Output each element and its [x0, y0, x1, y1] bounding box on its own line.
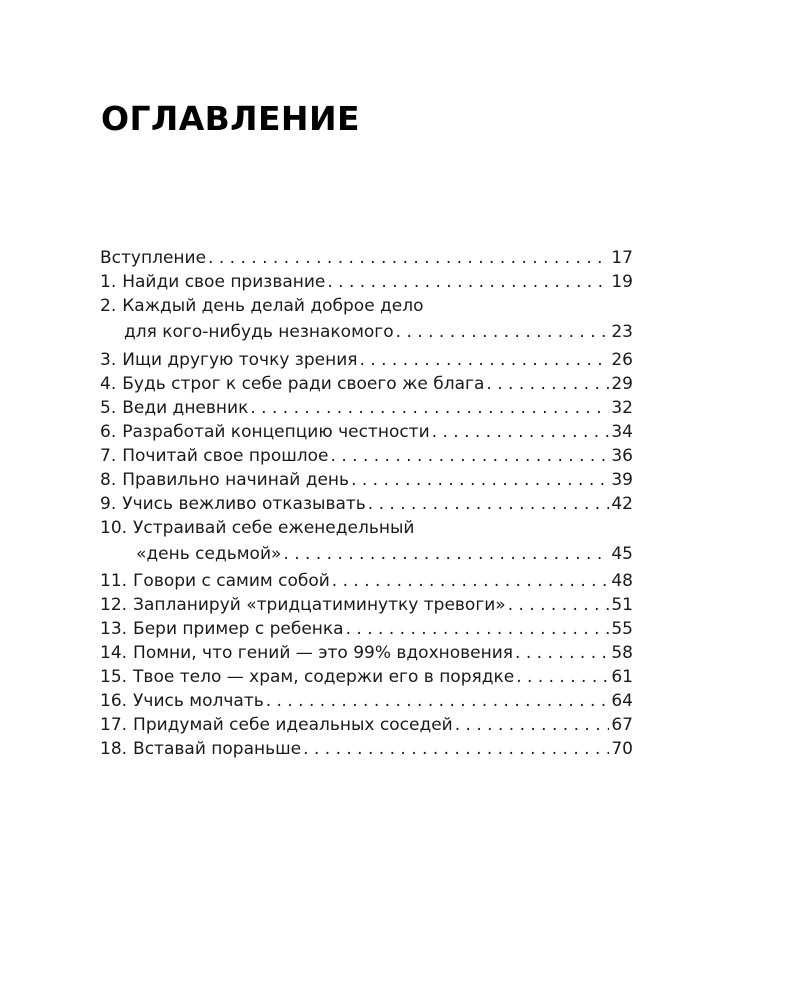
- toc-line: [100, 444, 633, 468]
- toc-entry-title: Придумай себе идеальных соседей: [133, 715, 453, 735]
- toc-line: [100, 492, 633, 516]
- toc-entry: [100, 372, 633, 396]
- toc-entry: [100, 492, 633, 516]
- toc-entry-number: 12.: [100, 595, 128, 615]
- toc-page-number: 42: [611, 493, 633, 514]
- toc-line: [100, 372, 633, 396]
- toc-entry: [100, 348, 633, 372]
- toc-entry: [100, 246, 633, 270]
- toc-entry: [100, 713, 633, 737]
- toc-dot-leader: [208, 246, 609, 270]
- toc-line: [100, 617, 633, 641]
- toc-entry-number: 7.: [100, 445, 117, 466]
- toc-dot-leader: [327, 270, 609, 294]
- toc-entry-title: Говори с самим собой: [133, 571, 330, 591]
- toc-entry: [100, 396, 633, 420]
- toc-dot-leader: [508, 593, 610, 617]
- toc-dot-leader: [351, 468, 609, 492]
- toc-line: [100, 294, 633, 318]
- toc-entry-number: 18.: [100, 739, 128, 759]
- toc-page-number: 32: [611, 397, 633, 418]
- toc-line: [100, 516, 633, 540]
- toc-line: [100, 593, 633, 617]
- toc-entry: [100, 294, 633, 348]
- toc-entry-title: Устраивай себе еженедельный: [133, 517, 415, 538]
- toc-dot-leader: [250, 396, 609, 420]
- toc-dot-leader: [396, 318, 610, 348]
- toc-entry-number: 4.: [100, 373, 117, 394]
- toc-page-number: 64: [611, 691, 633, 711]
- toc-entry-title: Учись молчать: [133, 691, 264, 711]
- toc-entry-number: 2.: [100, 296, 117, 316]
- toc-page-number: 29: [611, 373, 633, 394]
- toc-entry-title: Правильно начинай день: [122, 469, 350, 490]
- toc-dot-leader: [360, 348, 610, 372]
- toc-entry-title: «день седьмой»: [136, 543, 282, 564]
- toc-entry-title: Вставай пораньше: [133, 739, 302, 759]
- toc-page-number: 39: [611, 469, 633, 490]
- toc-page-number: 36: [611, 445, 633, 466]
- toc-entry: [100, 665, 633, 689]
- toc-line: [100, 348, 633, 372]
- toc-page-number: 48: [611, 571, 633, 591]
- toc-entry-title: Запланируй «тридцатиминутку тревоги»: [133, 595, 506, 615]
- toc-line: [100, 665, 633, 689]
- toc-dot-leader: [515, 641, 609, 665]
- toc-entry-title: Вступление: [100, 248, 207, 268]
- toc-entry-number: 10.: [100, 517, 128, 538]
- toc-page-number: 70: [611, 739, 633, 759]
- toc-entry-number: 13.: [100, 619, 128, 639]
- toc-line: [100, 540, 633, 570]
- toc-entry: [100, 420, 633, 444]
- toc-entry: [100, 516, 633, 570]
- toc-entry-title: Твое тело — храм, содержи его в порядке: [133, 667, 515, 687]
- toc-line: [100, 270, 633, 294]
- toc-entry: [100, 617, 633, 641]
- toc-entry-title: Почитай свое прошлое: [122, 445, 329, 466]
- toc-page-number: 58: [611, 643, 633, 663]
- toc-dot-leader: [332, 569, 610, 593]
- toc-line: [100, 641, 633, 665]
- toc-entry-number: 16.: [100, 691, 128, 711]
- toc-line: [100, 713, 633, 737]
- toc-dot-leader: [283, 540, 609, 570]
- toc-line: [100, 689, 633, 713]
- toc-entry-number: 14.: [100, 643, 128, 663]
- toc-entry-title: Учись вежливо отказывать: [122, 493, 366, 514]
- toc-entry: [100, 641, 633, 665]
- toc-entry-title: Найди свое призвание: [122, 272, 326, 292]
- toc-page-number: 61: [611, 667, 633, 687]
- table-of-contents: [100, 246, 633, 761]
- toc-entry-title: Веди дневник: [122, 397, 249, 418]
- toc-dot-leader: [486, 372, 609, 396]
- toc-line: [100, 246, 633, 270]
- toc-page-number: 17: [611, 248, 633, 268]
- toc-entry-number: 17.: [100, 715, 128, 735]
- toc-entry-number: 15.: [100, 667, 128, 687]
- toc-entry: [100, 468, 633, 492]
- toc-entry-title: для кого-нибудь незнакомого: [124, 322, 394, 342]
- toc-line: [100, 396, 633, 420]
- toc-entry-number: 1.: [100, 272, 117, 292]
- page-title: ОГЛАВЛЕНИЕ: [101, 99, 360, 138]
- toc-page-number: 19: [611, 272, 633, 292]
- toc-entry-title: Помни, что гений — это 99% вдохновения: [133, 643, 514, 663]
- toc-entry: [100, 593, 633, 617]
- toc-entry-number: 11.: [100, 571, 128, 591]
- toc-dot-leader: [266, 689, 610, 713]
- toc-page-number: 45: [611, 543, 633, 564]
- toc-page-number: 34: [611, 421, 633, 442]
- toc-entry-number: 9.: [100, 493, 117, 514]
- toc-entry-title: Ищи другую точку зрения: [122, 349, 358, 370]
- toc-page-number: 67: [611, 715, 633, 735]
- toc-entry: [100, 737, 633, 761]
- toc-entry-title: Бери пример с ребенка: [133, 619, 344, 639]
- toc-page-number: 26: [611, 349, 633, 370]
- toc-entry: [100, 444, 633, 468]
- toc-dot-leader: [368, 492, 610, 516]
- toc-dot-leader: [432, 420, 610, 444]
- toc-entry-title: Будь строг к себе ради своего же блага: [122, 373, 485, 394]
- toc-line: [100, 468, 633, 492]
- toc-page-number: 55: [611, 619, 633, 639]
- toc-line: [100, 318, 633, 348]
- toc-page-number: 23: [611, 322, 633, 342]
- toc-entry-number: 6.: [100, 421, 117, 442]
- toc-entry-number: 3.: [100, 349, 117, 370]
- toc-entry: [100, 569, 633, 593]
- toc-dot-leader: [455, 713, 610, 737]
- toc-entry: [100, 689, 633, 713]
- toc-line: [100, 737, 633, 761]
- toc-dot-leader: [331, 444, 610, 468]
- toc-page-number: 51: [611, 595, 633, 615]
- toc-entry-number: 8.: [100, 469, 117, 490]
- toc-entry-title: Разработай концепцию честности: [122, 421, 430, 442]
- toc-entry: [100, 270, 633, 294]
- toc-dot-leader: [303, 737, 609, 761]
- toc-line: [100, 569, 633, 593]
- toc-dot-leader: [346, 617, 610, 641]
- toc-entry-number: 5.: [100, 397, 117, 418]
- toc-line: [100, 420, 633, 444]
- toc-entry-title: Каждый день делай доброе дело: [122, 296, 424, 316]
- toc-dot-leader: [516, 665, 609, 689]
